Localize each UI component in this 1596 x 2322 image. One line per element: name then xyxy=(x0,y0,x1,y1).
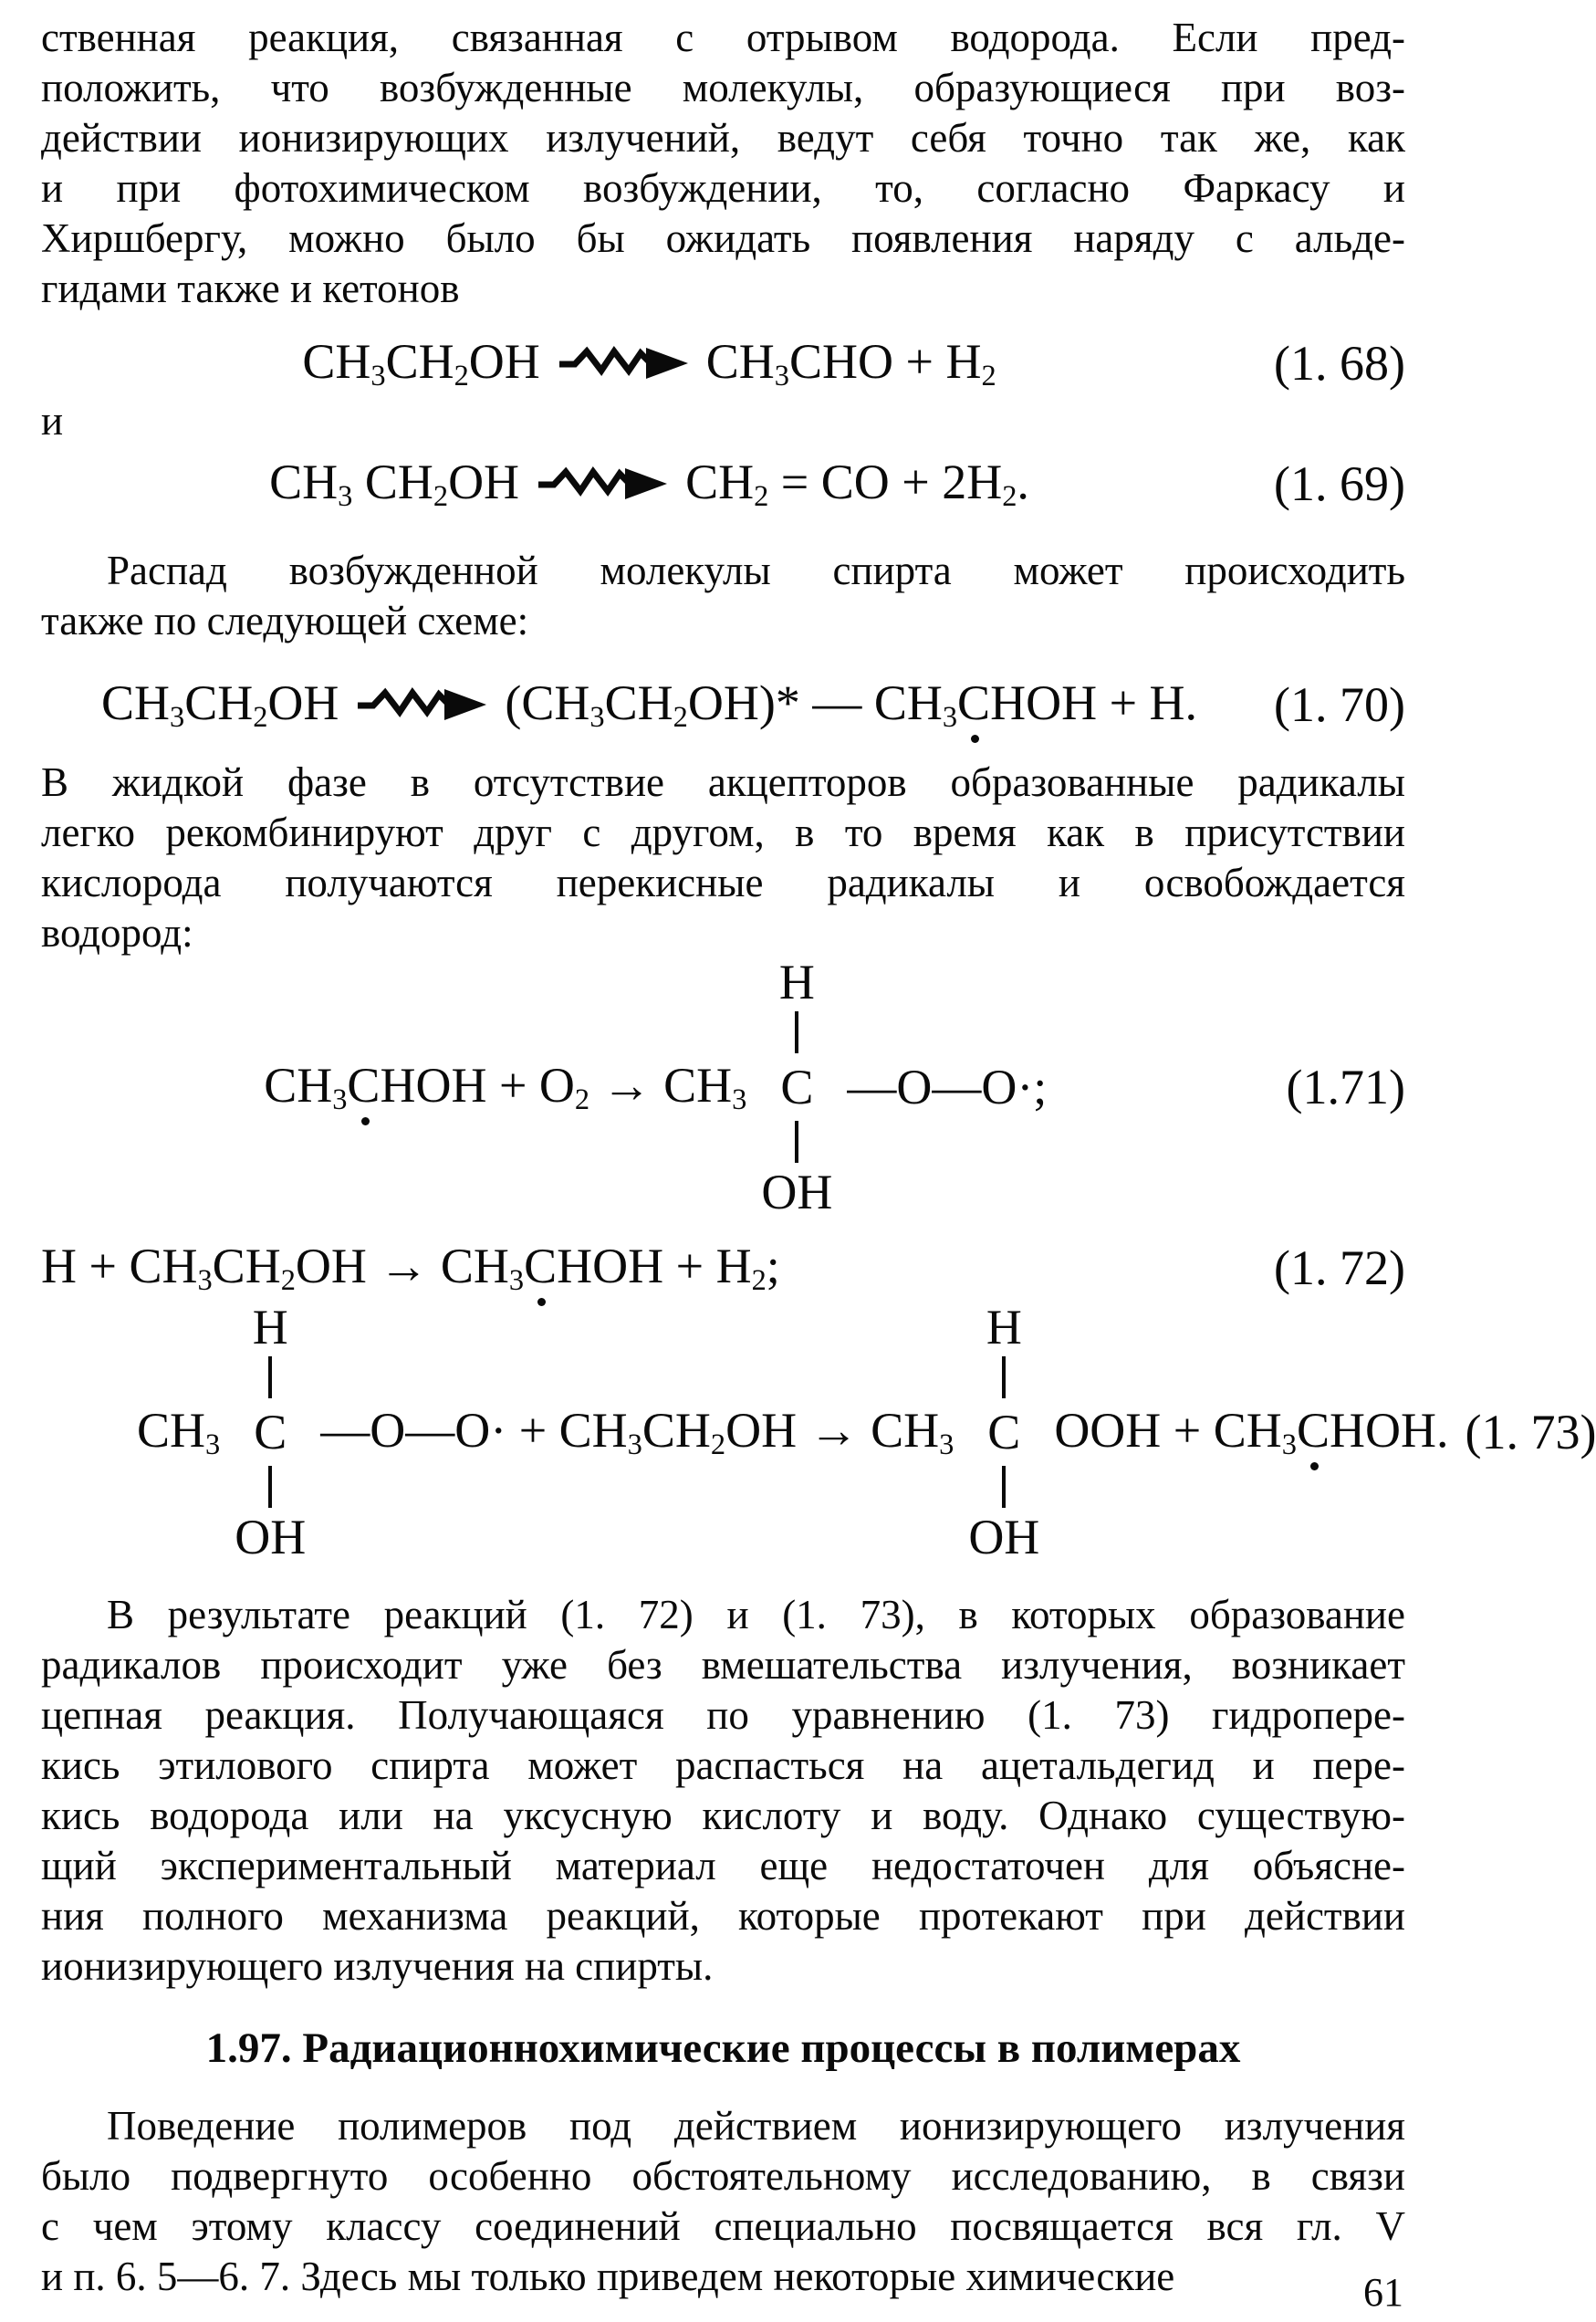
equation-number: (1. 73) xyxy=(1465,1405,1596,1459)
text-line: и п. 6. 5—6. 7. Здесь мы только приведем некоторые химические xyxy=(41,2254,1175,2299)
equation-1-73 xyxy=(41,1300,1596,1564)
stack-hydroxyl: OH xyxy=(968,1510,1040,1564)
chem-structure-stack xyxy=(761,955,833,1219)
bond-line xyxy=(268,1356,272,1398)
equation-1-70 xyxy=(41,664,1405,745)
text-line: кислорода получаются перекисные радикалы и освобождается xyxy=(41,860,1405,905)
formula-segment: $CH_3CHOH + O_2 \to CH_3$ xyxy=(264,1057,747,1116)
formula-segment: $CH_3$ $CH_2OH$ xyxy=(269,454,520,513)
section-heading: 1.97. Радиационнохимические процессы в полимерах xyxy=(205,2024,1241,2072)
chem-structure-stack xyxy=(968,1300,1040,1564)
formula-segment: $CH_3CHO + H_2$ xyxy=(705,333,996,392)
text-line: цепная реакция. Получающаяся по уравнению (1. 73) гидропере- xyxy=(41,1692,1405,1738)
stack-hydroxyl: OH xyxy=(235,1510,307,1564)
stack-hydrogen: H xyxy=(252,1300,288,1354)
text-line: ния полного механизма реакций, которые протекают при действии xyxy=(41,1893,1405,1939)
formula-segment: $(CH_3CH_2OH)*$ — $CH_3CHOH + H$. xyxy=(505,675,1198,734)
formula-segment: $CH_3CH_2OH$ xyxy=(100,675,339,734)
text-line: кись этилового спирта может распасться на ацетальдегид и пере- xyxy=(41,1742,1405,1788)
equation-1-69 xyxy=(41,445,1405,522)
paragraph-1 xyxy=(41,13,1405,314)
connector-word: и xyxy=(41,398,64,444)
text-line: и при фотохимическом возбуждении, то, согласно Фаркасу и xyxy=(41,165,1405,211)
text-line: действии ионизирующих излучений, ведут себя точно так же, как xyxy=(41,115,1405,161)
page-number: 61 xyxy=(1363,2270,1403,2315)
equation-1-72 xyxy=(41,1230,1405,1305)
text-line: легко рекомбинируют друг с другом, в то время как в присутствии xyxy=(41,810,1405,855)
paragraph-2 xyxy=(41,546,1405,646)
text-line: Хиршбергу, можно было бы ожидать появления наряду с альде- xyxy=(41,215,1405,261)
formula-segment: $CH_3CH_2OH$ xyxy=(302,333,540,392)
equation-number: (1.71) xyxy=(1286,1060,1405,1114)
stack-carbon: C xyxy=(987,1405,1021,1459)
text-line: радикалов происходит уже без вмешательства излучения, возникает xyxy=(41,1642,1405,1688)
formula-segment: $CH_2$ = CO + $2H_2$. xyxy=(685,454,1029,513)
text-line: с чем этому классу соединений специально посвящается вся гл. V xyxy=(41,2203,1405,2249)
text-line: кись водорода или на уксусную кислоту и воду. Однако существую- xyxy=(41,1793,1405,1838)
text-line: щий экспериментальный материал еще недостаточен для объясне- xyxy=(41,1843,1405,1888)
stack-hydrogen: H xyxy=(778,955,815,1009)
equation-formula xyxy=(41,675,1257,735)
stack-carbon: C xyxy=(254,1405,287,1459)
text-line: В жидкой фазе в отсутствие акцепторов образованные радикалы xyxy=(41,759,1405,805)
bond-line xyxy=(795,1011,798,1053)
bond-line xyxy=(1002,1356,1006,1398)
stack-hydrogen: H xyxy=(986,1300,1022,1354)
text-line: гидами также и кетонов xyxy=(41,266,460,311)
stack-hydroxyl: OH xyxy=(761,1165,833,1219)
text-line: ственная реакция, связанная с отрывом водорода. Если пред- xyxy=(41,15,1405,60)
equation-1-71 xyxy=(41,955,1405,1219)
text-line: было подвергнуто особенно обстоятельному исследованию, в связи xyxy=(41,2153,1405,2199)
paragraph-5 xyxy=(41,2101,1405,2302)
text-line: также по следующей схеме: xyxy=(41,598,529,643)
stack-carbon: C xyxy=(780,1060,814,1114)
paragraph-3 xyxy=(41,758,1405,958)
wavy-arrow-icon xyxy=(534,464,671,504)
bond-line xyxy=(795,1121,798,1163)
formula-segment: —O—O· + $CH_3CH_2OH \to CH_3$ xyxy=(320,1402,954,1461)
text-line: ионизирующего излучения на спирты. xyxy=(41,1943,714,1989)
bond-line xyxy=(1002,1466,1006,1508)
text-line: Распад возбужденной молекулы спирта может происходить xyxy=(107,548,1405,593)
paragraph-4 xyxy=(41,1590,1405,1992)
equation-formula xyxy=(41,333,1257,393)
equation-formula xyxy=(41,454,1257,514)
equation-number: (1. 68) xyxy=(1274,336,1405,391)
text-line: положить, что возбужденные молекулы, образующиеся при воз- xyxy=(41,65,1405,110)
chem-structure-stack xyxy=(235,1300,307,1564)
equation-formula xyxy=(41,1300,1449,1564)
equation-number: (1. 72) xyxy=(1274,1240,1405,1295)
equation-number: (1. 69) xyxy=(1274,456,1405,511)
text-line: водород: xyxy=(41,910,193,956)
formula-segment: OOH + $CH_3CHOH$. xyxy=(1054,1402,1449,1461)
bond-line xyxy=(268,1466,272,1508)
equation-formula xyxy=(41,1238,1257,1298)
formula-segment: $CH_3$ xyxy=(137,1402,221,1461)
wavy-arrow-icon xyxy=(353,685,490,725)
equation-formula xyxy=(41,955,1270,1219)
text-line: Поведение полимеров под действием ионизирующего излучения xyxy=(107,2103,1405,2149)
equation-1-68 xyxy=(41,329,1405,398)
equation-number: (1. 70) xyxy=(1274,677,1405,732)
formula-segment: —O—O·; xyxy=(847,1059,1048,1114)
text-line: В результате реакций (1. 72) и (1. 73), в которых образование xyxy=(107,1592,1405,1637)
wavy-arrow-icon xyxy=(555,343,692,383)
formula-segment: $H + CH_3CH_2OH$ → $CH_3CHOH + H_2$; xyxy=(41,1238,780,1297)
